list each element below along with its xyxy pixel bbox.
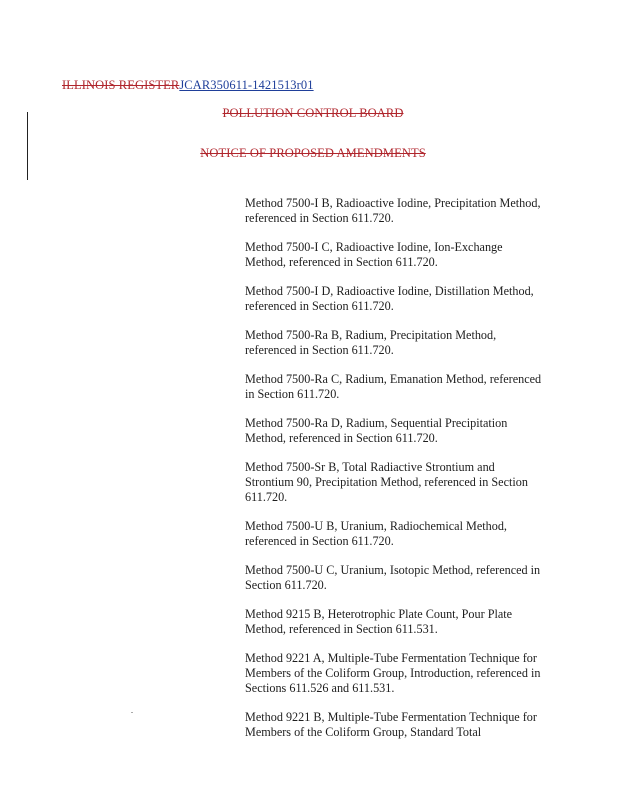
method-entry: Method 9215 B, Heterotrophic Plate Count, Pour Plate Method, referenced in Section 611.531. (245, 607, 513, 636)
method-entry: Method 7500-I D, Radioactive Iodine, Distillation Method, referenced in Section 611.720. (245, 284, 534, 313)
method-entry: Method 7500-Ra C, Radium, Emanation Method, referenced in Section 611.720. (245, 372, 542, 401)
revision-change-bar (27, 112, 28, 180)
register-title: ILLINOIS REGISTER (62, 78, 180, 92)
document-id: JCAR350611-1421513r01 (179, 78, 314, 92)
notice-line (4, 146, 618, 161)
agency-line (4, 106, 618, 121)
method-entry: Method 7500-Sr B, Total Radiactive Strontium and Strontium 90, Precipitation Method, referenced in Section 611.720. (245, 460, 528, 504)
method-entry: Method 7500-U C, Uranium, Isotopic Method, referenced in Section 611.720. (245, 563, 541, 592)
method-entry: Method 7500-I C, Radioactive Iodine, Ion-Exchange Method, referenced in Section 611.720. (245, 240, 503, 269)
method-entry: Method 7500-Ra B, Radium, Precipitation Method, referenced in Section 611.720. (245, 328, 497, 357)
method-entry: Method 7500-U B, Uranium, Radiochemical Method, referenced in Section 611.720. (245, 519, 507, 548)
method-entry: Method 7500-I B, Radioactive Iodine, Precipitation Method, referenced in Section 611.720. (245, 196, 541, 225)
method-entry: Method 7500-Ra D, Radium, Sequential Precipitation Method, referenced in Section 611.720. (245, 416, 508, 445)
agency-name: POLLUTION CONTROL BOARD (222, 106, 404, 120)
scan-speck (131, 712, 133, 713)
method-entry: Method 9221 B, Multiple-Tube Fermentation Technique for Members of the Coliform Group, Standard Total (245, 710, 537, 739)
register-header (62, 78, 314, 93)
method-entry: Method 9221 A, Multiple-Tube Fermentation Technique for Members of the Coliform Group, Introduction, referenced in Sections 611.526 and 611.531. (245, 651, 541, 695)
method-list (245, 196, 545, 740)
notice-title: NOTICE OF PROPOSED AMENDMENTS (200, 146, 426, 160)
